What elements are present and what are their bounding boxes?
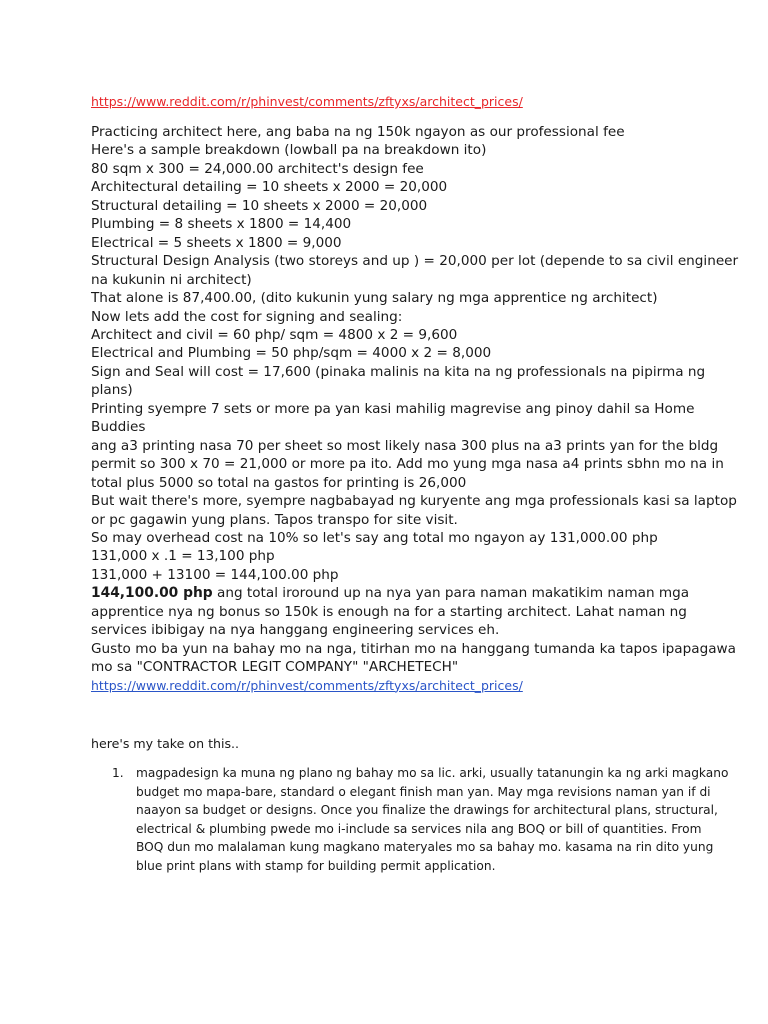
price-line (91, 584, 690, 602)
reddit-link-top[interactable]: https://www.reddit.com/r/phinvest/comments/zftyxs/architect_prices/ (91, 94, 523, 109)
text-line: 131,000 x .1 = 13,100 php (91, 548, 275, 565)
list-line: naayon sa budget or designs. Once you finalize the drawings for architectural plans, structural, (136, 803, 718, 818)
text-line: That alone is 87,400.00, (dito kukunin yung salary ng mga apprentice ng architect) (91, 290, 658, 307)
text-line: Architect and civil = 60 php/ sqm = 4800 x 2 = 9,600 (91, 326, 458, 343)
text-line: permit so 300 x 70 = 21,000 or more pa ito. Add mo yung mga nasa a4 prints sbhn mo na in (91, 456, 724, 473)
bottom-link-line (91, 677, 683, 695)
list-line: budget mo mapa-bare, standard o elegant finish man yan. May mga revisions naman yan if di (136, 784, 711, 799)
text-line: Now lets add the cost for signing and sealing: (91, 308, 403, 325)
text-line: or pc gagawin yung plans. Tapos transpo for site visit. (91, 511, 458, 528)
text-line: na kukunin ni architect) (91, 271, 252, 288)
text-line: ang a3 printing nasa 70 per sheet so most likely nasa 300 plus na a3 prints yan for the bldg (91, 437, 719, 454)
reddit-link-bottom[interactable]: https://www.reddit.com/r/phinvest/comments/zftyxs/architect_prices/ (91, 677, 523, 693)
text-line: Electrical and Plumbing = 50 php/sqm = 4000 x 2 = 8,000 (91, 345, 492, 362)
text-line: Printing syempre 7 sets or more pa yan kasi mahilig magrevise ang pinoy dahil sa Home (91, 400, 695, 417)
list-line: electrical & plumbing pwede mo i-include sa services nila ang BOQ or bill of quantities. From (136, 821, 702, 836)
text-line: total plus 5000 so total na gastos for printing is 26,000 (91, 474, 467, 491)
take-heading: here's my take on this.. (91, 736, 240, 751)
text-line: Here's a sample breakdown (lowball pa na breakdown ito) (91, 142, 487, 159)
text-line: Architectural detailing = 10 sheets x 2000 = 20,000 (91, 179, 448, 196)
bold-price: 144,100.00 php (91, 585, 213, 602)
list-line: blue print plans with stamp for building permit application. (136, 858, 496, 873)
text-line: apprentice nya ng bonus so 150k is enough na for a starting architect. Lahat naman ng (91, 603, 687, 620)
text-line: Gusto mo ba yun na bahay mo na nga, titirhan mo na hanggang tumanda ka tapos ipapagawa (91, 640, 736, 657)
text-line: Practicing architect here, ang baba na ng 150k ngayon as our professional fee (91, 124, 625, 140)
text-line: Plumbing = 8 sheets x 1800 = 14,400 (91, 216, 352, 233)
price-line-rest: ang total iroround up na nya yan para naman makatikim naman mga (212, 585, 690, 602)
list-line: magpadesign ka muna ng plano ng bahay mo sa lic. arki, usually tatanungin ka ng arki magkano (136, 766, 729, 780)
text-line: 131,000 + 13100 = 144,100.00 php (91, 566, 339, 583)
list-number: 1. (112, 766, 124, 780)
quoted-comment (91, 123, 739, 695)
text-line: So may overhead cost na 10% so let's say ang total mo ngayon ay 131,000.00 php (91, 529, 658, 546)
text-line: Electrical = 5 sheets x 1800 = 9,000 (91, 234, 342, 251)
text-line: services ibibigay na nya hanggang engineering services eh. (91, 622, 500, 639)
text-line: 80 sqm x 300 = 24,000.00 architect's design fee (91, 160, 424, 177)
text-line: Buddies (91, 419, 146, 436)
text-line: But wait there's more, syempre nagbabayad ng kuryente ang mga professionals kasi sa laptop (91, 493, 737, 510)
text-line: Structural detailing = 10 sheets x 2000 = 20,000 (91, 197, 428, 214)
list-line: BOQ dun mo malalaman kung magkano materyales mo sa bahay mo. kasama na rin dito yung (136, 840, 714, 855)
text-line: Sign and Seal will cost = 17,600 (pinaka malinis na kita na ng professionals na pipirma ng (91, 363, 706, 380)
list-item (136, 764, 729, 876)
text-line: mo sa "CONTRACTOR LEGIT COMPANY" "ARCHETECH" (91, 659, 459, 676)
text-line: plans) (91, 382, 133, 399)
text-line: Structural Design Analysis (two storeys and up ) = 20,000 per lot (depende to sa civil engineer (91, 253, 739, 270)
